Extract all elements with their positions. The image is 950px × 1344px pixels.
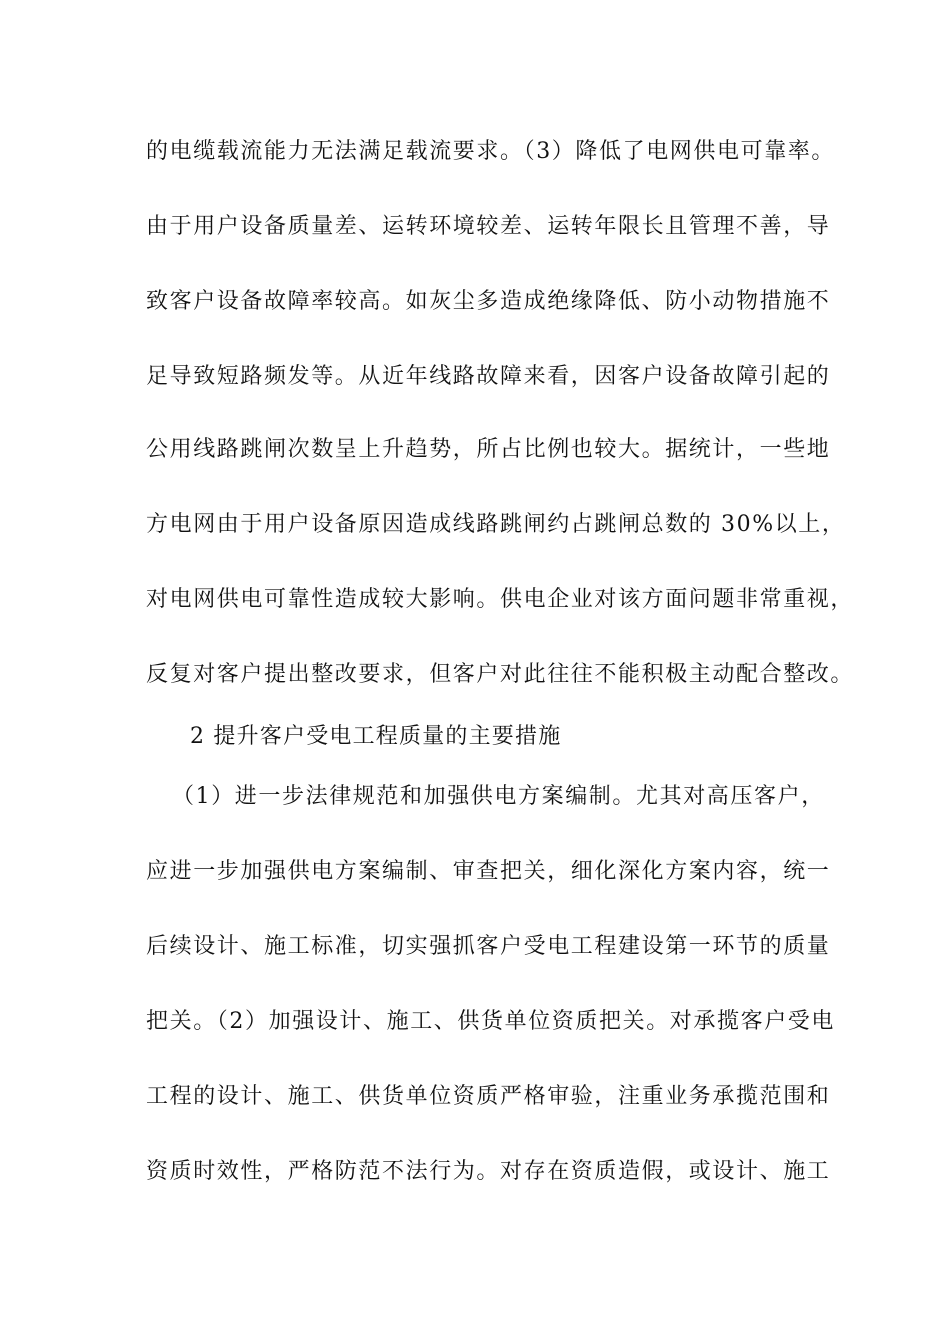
text-line: 足导致短路频发等。从近年线路故障来看，因客户设备故障引起的	[146, 364, 831, 389]
text-line: 公用线路跳闸次数呈上升趋势，所占比例也较大。据统计，一些地	[146, 437, 831, 462]
text-line: 对电网供电可靠性造成较大影响。供电企业对该方面问题非常重视，	[146, 587, 855, 612]
text-line: 致客户设备故障率较高。如灰尘多造成绝缘降低、防小动物措施不	[146, 289, 831, 314]
text-line: （1）进一步法律规范和加强供电方案编制。尤其对高压客户，	[172, 784, 825, 809]
text-line: 资质时效性，严格防范不法行为。对存在资质造假，或设计、施工	[146, 1159, 831, 1184]
text-line: 由于用户设备质量差、运转环境较差、运转年限长且管理不善，导	[146, 214, 831, 239]
text-line: 把关。（2）加强设计、施工、供货单位资质把关。对承揽客户受电	[146, 1009, 835, 1034]
text-line: 应进一步加强供电方案编制、审查把关，细化深化方案内容，统一	[146, 859, 831, 884]
text-line: 工程的设计、施工、供货单位资质严格审验，注重业务承揽范围和	[146, 1084, 831, 1109]
text-line: 方电网由于用户设备原因造成线路跳闸约占跳闸总数的 30%以上，	[146, 512, 846, 537]
text-line: 反复对客户提出整改要求，但客户对此往往不能积极主动配合整改。	[146, 662, 855, 687]
section-heading: 2 提升客户受电工程质量的主要措施	[190, 724, 562, 749]
text-line: 后续设计、施工标准，切实强抓客户受电工程建设第一环节的质量	[146, 934, 831, 959]
text-line: 的电缆载流能力无法满足载流要求。（3）降低了电网供电可靠率。	[146, 139, 835, 164]
